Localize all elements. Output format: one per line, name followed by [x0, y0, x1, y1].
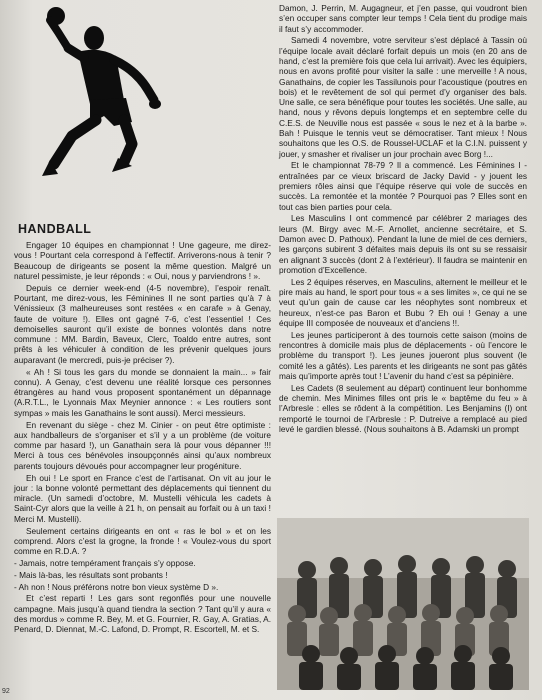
paragraph: Engager 10 équipes en championnat ! Une gageure, me direz-vous ! Pourtant cela correspond à l’effectif. Arriverons-nous à tenir ? Beaucoup de dirigeants se posent la même question. Malgré un naturel pessimiste, je leur réponds : « Oui, nous y parviendrons ! ».: [14, 240, 271, 281]
section-title: HANDBALL: [18, 222, 92, 236]
paragraph: - Jamais, notre tempérament français s’y oppose.: [14, 557, 196, 568]
paragraph: Les Cadets (8 seulement au départ) continuent leur bonhomme de chemin. Mes Minimes filles ont pris le « baptême du feu » à l’Arbresle : elles se rôdent à la compétition. Les Benjamins (I) ont remporté le tournoi de l’Arbresle : P. Dutreive a remplacé au pied levé le gardien blessé. (Nous souhaitons à B. Adamski un prompt: [279, 382, 527, 434]
paragraph: Les jeunes participeront à des tournois cette saison (moins de rencontres à domicile mais plus de déplacements - où l’encore le problème du transport !). Les jeunes joueront plus souvent (le comité les a gâtés). Les parents et les dirigeants ne sont pas gâtés mais qu’importe après tout ! L’avenir du hand c’est sa pépinière.: [279, 329, 527, 381]
paragraph: « Ah ! Si tous les gars du monde se donnaient la main... » fair connu). A Genay, c’est devenu une réalité lorsque ces personnes étrangères au hand vous proposent spontanément un dépannage (A.R.T.L., le Lyonnais Max Meynier annonce : « Les routiers sont sympas » mais les Ganathains le sont aussi). Merci messieurs.: [14, 366, 271, 418]
paragraph: Seulement certains dirigeants en ont « ras le bol » et on les comprend. Alors c’est la grogne, la fronde ! « Voulez-vous du sport comme en R.D.A. ?: [14, 525, 271, 557]
team-photo: [277, 518, 529, 690]
paragraph: Damon, J. Perrin, M. Augagneur, et j’en passe, qui voudront bien s’en occuper sans compter leur temps ! Cela tient du prodige mais il faut s’y accommoder.: [279, 3, 527, 34]
paragraph: En revenant du siège - chez M. Cinier - on peut être optimiste : aux handballeurs de s’organiser et s’il y a un problème (de voiture comme par hasard !), un Ganathain sera là pour vous dépanner !!! Merci à tous ces bénévoles insoupçonnés ainsi qu’aux nombreux parents toujours dévoués pour accompagner leur progéniture.: [14, 419, 271, 471]
paragraph: Les Masculins I ont commencé par célébrer 2 mariages des leurs (M. Birgy avec M.-F. Arnollet, ancienne secrétaire, et S. Damon avec D. Pathoux). Pendant la lune de miel de ces derniers, les garçons subirent 3 défaites mais depuis ils ont su se ressaisir en alignant 3 succès (dont 2 à l’extérieur). Il faudra se maintenir en promotion d’Excellence.: [279, 213, 527, 275]
paragraph: Depuis ce dernier week-end (4-5 novembre), l’espoir renaît. Pourtant, me direz-vous, les Féminines II ne sont parties qu’à 7 à Vénissieux (3 malheureuses sont restées « en carafe » à Genay, faute de voiture !). Elles ont gagné 7-6, c’est l’essentiel ! Ces demoiselles sauront qu’il existe de bonnes volontés dans notre commune : MM. Bardin, Baveux, Clerc, Toaldo entre autres, sont prêts à les véhiculer à condition de les prévenir quelques jours auparavant (le mercredi, puis-je préciser ?).: [14, 282, 271, 365]
paragraph: - Ah non ! Nous préférons notre bon vieux système D ».: [14, 581, 219, 592]
right-text-column: [279, 3, 527, 436]
paragraph: Samedi 4 novembre, votre serviteur s’est déplacé à Tassin où l’équipe locale avait déclaré forfait depuis un mois (en 20 ans de hand, c’est la première fois que cela lui arrivait). Avec les équipiers, nous en avons profité pour visiter la salle : une merveille ! A nous, Ganathains, de copier les Tassilunois pour l’acoustique (poutres en bois) et le revêtement de sol qui permet d’y organiser des bals. Une salle, ce sera bénéfique pour toutes les sociétés. Une salle, au hand, nous y rêvons depuis longtemps et en septembre celle du C.E.S. de Neuville nous est passée « sous le nez et à la barbe ». Bah ! Puisque le tennis veut se démocratiser. Tant mieux ! Nous souhaitons que les O.S. de Roussel-UCLAF et la C.I.N. puissent y jouer, y smasher et rivaliser un jour prochain avec Borg !...: [279, 35, 527, 159]
paragraph: Eh oui ! Le sport en France c’est de l’artisanat. On vit au jour le jour : la bonne volonté permettant des déplacements qui tiennent du miracle. (Un samedi d’octobre, M. Mustelli véhicula les cadets à Saint-Cyr alors que la veille à 21 h, on pensait au forfait ou à un taxi ! Merci M. Mustelli).: [14, 472, 271, 524]
paragraph: - Mais là-bas, les résultats sont probants !: [14, 569, 168, 580]
page-number: 92: [2, 688, 10, 695]
paragraph: Les 2 équipes réserves, en Masculins, alternent le meilleur et le pire mais au hand, le sport pour tous « a ses limites », ce qui ne se veut qu’un gain de cause car les néophytes sont nombreux et heureux, n’est-ce pas Baron et Bubu ? Eh oui ! Genay a une équipe III composée de nouveaux et d’anciens !!.: [279, 276, 527, 328]
paragraph: Et le championnat 78-79 ? Il a commencé. Les Féminines I - entraînées par ce vieux briscard de Jacky David - y jouent les premiers rôles ainsi que l’équipe réserve qui vole de succès en succès. La remontée et la montée ? Pourquoi pas ? Elles sont en tout cas bien parties pour cela.: [279, 160, 527, 212]
left-text-column: [14, 240, 271, 636]
paragraph: Et c’est reparti ! Les gars sont regonflés pour une nouvelle campagne. Mais jusqu’à quand tiendra la section ? Tant qu’il y aura « des mordus » comme R. Bey, M. et G. Fournier, R. Gay, A. Gratias, A. Penard, D. Diennat, M.-C. Lafond, D. Prompt, R. Escortell, M. et S.: [14, 593, 271, 635]
handball-player-icon: [28, 4, 168, 186]
